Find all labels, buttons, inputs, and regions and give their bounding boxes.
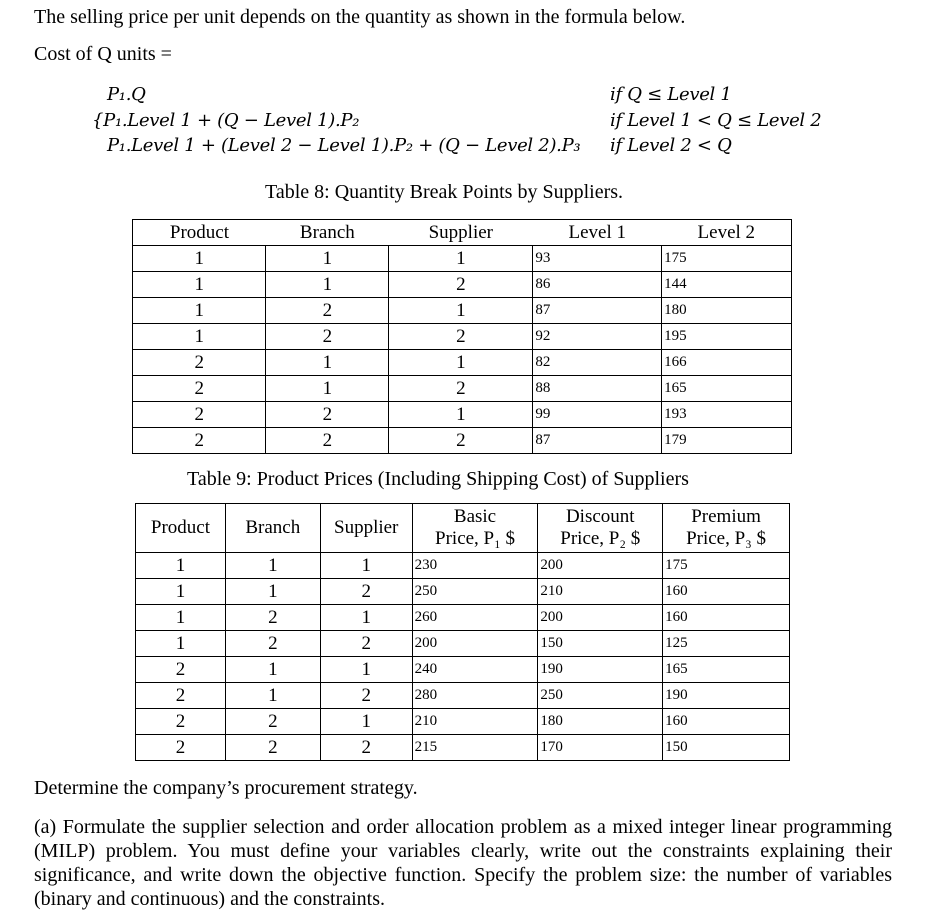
table-cell: 1 [266, 376, 389, 402]
table-cell: 1 [320, 709, 412, 735]
table-row [136, 631, 790, 657]
table-cell: 2 [266, 428, 389, 454]
table-cell: 92 [533, 324, 662, 350]
table-cell: 2 [136, 683, 226, 709]
table-cell: 87 [533, 298, 662, 324]
table-cell: 1 [133, 324, 266, 350]
table-cell: 2 [225, 605, 320, 631]
table-cell: 1 [225, 657, 320, 683]
table-cell: 2 [320, 735, 412, 761]
table-cell: 1 [136, 553, 226, 579]
table-cell: 1 [133, 272, 266, 298]
column-header: Level 1 [533, 220, 662, 246]
table-row [136, 553, 790, 579]
table-cell: 2 [133, 402, 266, 428]
table-cell: 195 [662, 324, 792, 350]
table-cell: 180 [538, 709, 663, 735]
formula-expr-2: {P₁.Level 1 + (Q − Level 1).P₂ [92, 110, 360, 131]
table-cell: 165 [662, 376, 792, 402]
table-cell: 1 [225, 553, 320, 579]
table-cell: 1 [320, 657, 412, 683]
column-header: Level 2 [662, 220, 792, 246]
table-cell: 2 [266, 402, 389, 428]
table-cell: 175 [663, 553, 790, 579]
table-row [133, 324, 792, 350]
table-cell: 2 [136, 735, 226, 761]
table-cell: 210 [412, 709, 538, 735]
table-cell: 190 [663, 683, 790, 709]
column-header-line: Branch [245, 517, 301, 538]
table-row [133, 246, 792, 272]
table-cell: 180 [662, 298, 792, 324]
formula-expr-3: P₁.Level 1 + (Level 2 − Level 1).P₂ + (Q − Level 2).P₃ [107, 135, 581, 156]
table-cell: 160 [663, 605, 790, 631]
table-cell: 2 [225, 709, 320, 735]
table-cell: 2 [225, 735, 320, 761]
table-cell: 200 [412, 631, 538, 657]
column-header [412, 504, 538, 553]
table-cell: 150 [663, 735, 790, 761]
task-text: Determine the company’s procurement strategy. [34, 777, 418, 799]
table-row [136, 657, 790, 683]
table-cell: 1 [389, 246, 533, 272]
table-cell: 2 [133, 428, 266, 454]
table-cell: 179 [662, 428, 792, 454]
table-cell: 2 [266, 324, 389, 350]
table-cell: 2 [133, 376, 266, 402]
column-header-line: Price, P₃ $ [686, 528, 767, 549]
table-cell: 250 [412, 579, 538, 605]
table-cell: 250 [538, 683, 663, 709]
cost-label: Cost of Q units = [34, 43, 172, 65]
table-cell: 1 [389, 298, 533, 324]
table-cell: 160 [663, 579, 790, 605]
formula-cond-1: if Q ≤ Level 1 [610, 84, 732, 105]
table-cell: 82 [533, 350, 662, 376]
table-cell: 87 [533, 428, 662, 454]
product-prices-table [135, 503, 790, 761]
table-cell: 166 [662, 350, 792, 376]
column-header-line: Supplier [334, 517, 399, 538]
question-a: (a) Formulate the supplier selection and order allocation problem as a mixed integer linear programming (MILP) problem. You must define your variables clearly, write out the constraints explaining their significance, and write down the objective function. Specify the problem size: the number of variables (binary and continuous) and the constraints. [34, 816, 892, 910]
table-cell: 125 [663, 631, 790, 657]
table-cell: 93 [533, 246, 662, 272]
table8-caption: Table 8: Quantity Break Points by Suppliers. [265, 181, 624, 203]
column-header: Product [133, 220, 266, 246]
table-cell: 1 [266, 246, 389, 272]
table-row [133, 298, 792, 324]
table-cell: 1 [225, 579, 320, 605]
table-cell: 2 [136, 657, 226, 683]
table-cell: 160 [663, 709, 790, 735]
table-row [136, 709, 790, 735]
table-row [133, 272, 792, 298]
column-header [225, 504, 320, 553]
table-cell: 175 [662, 246, 792, 272]
table-cell: 1 [225, 683, 320, 709]
table-row [133, 402, 792, 428]
table-cell: 2 [389, 376, 533, 402]
table-cell: 2 [389, 428, 533, 454]
table-cell: 1 [320, 553, 412, 579]
formula-cond-3: if Level 2 < Q [610, 135, 732, 156]
table-row [136, 605, 790, 631]
table-cell: 1 [389, 350, 533, 376]
table-cell: 2 [320, 683, 412, 709]
table-cell: 1 [133, 298, 266, 324]
column-header-line: Price, P₂ $ [560, 528, 641, 549]
column-header [663, 504, 790, 553]
column-header: Supplier [389, 220, 533, 246]
table-cell: 190 [538, 657, 663, 683]
table-cell: 2 [389, 324, 533, 350]
column-header-line: Premium [691, 506, 761, 527]
column-header: Branch [266, 220, 389, 246]
column-header-line: Price, P₁ $ [435, 528, 515, 549]
table-cell: 1 [136, 605, 226, 631]
table-cell: 1 [136, 631, 226, 657]
column-header [538, 504, 663, 553]
table-cell: 2 [136, 709, 226, 735]
table-cell: 193 [662, 402, 792, 428]
table-cell: 1 [266, 272, 389, 298]
table-cell: 2 [133, 350, 266, 376]
table-cell: 240 [412, 657, 538, 683]
table-cell: 144 [662, 272, 792, 298]
table-cell: 1 [320, 605, 412, 631]
table-cell: 86 [533, 272, 662, 298]
table-cell: 200 [538, 605, 663, 631]
column-header-line: Basic [453, 506, 497, 527]
column-header-line: Discount [565, 506, 635, 527]
column-header [320, 504, 412, 553]
table-row [133, 428, 792, 454]
table-cell: 170 [538, 735, 663, 761]
quantity-break-table [132, 219, 792, 454]
table-cell: 210 [538, 579, 663, 605]
table-cell: 230 [412, 553, 538, 579]
table-row [136, 579, 790, 605]
table-cell: 2 [266, 298, 389, 324]
table-row [133, 350, 792, 376]
table-cell: 260 [412, 605, 538, 631]
table-cell: 1 [136, 579, 226, 605]
formula-expr-1: P₁.Q [107, 84, 146, 105]
table-cell: 150 [538, 631, 663, 657]
table-cell: 1 [266, 350, 389, 376]
table-cell: 200 [538, 553, 663, 579]
table-cell: 165 [663, 657, 790, 683]
column-header [136, 504, 226, 553]
table9-caption: Table 9: Product Prices (Including Shipping Cost) of Suppliers [187, 468, 689, 490]
formula-cond-2: if Level 1 < Q ≤ Level 2 [610, 110, 822, 131]
table-cell: 2 [225, 631, 320, 657]
table-row [136, 735, 790, 761]
table-cell: 2 [389, 272, 533, 298]
table-cell: 2 [320, 579, 412, 605]
column-header-line: Product [150, 517, 210, 538]
table-cell: 280 [412, 683, 538, 709]
table-row [136, 683, 790, 709]
table-cell: 2 [320, 631, 412, 657]
table-cell: 88 [533, 376, 662, 402]
table-cell: 1 [389, 402, 533, 428]
intro-text: The selling price per unit depends on the quantity as shown in the formula below. [34, 6, 686, 28]
table-cell: 215 [412, 735, 538, 761]
table-cell: 99 [533, 402, 662, 428]
table-cell: 1 [133, 246, 266, 272]
table-row [133, 376, 792, 402]
